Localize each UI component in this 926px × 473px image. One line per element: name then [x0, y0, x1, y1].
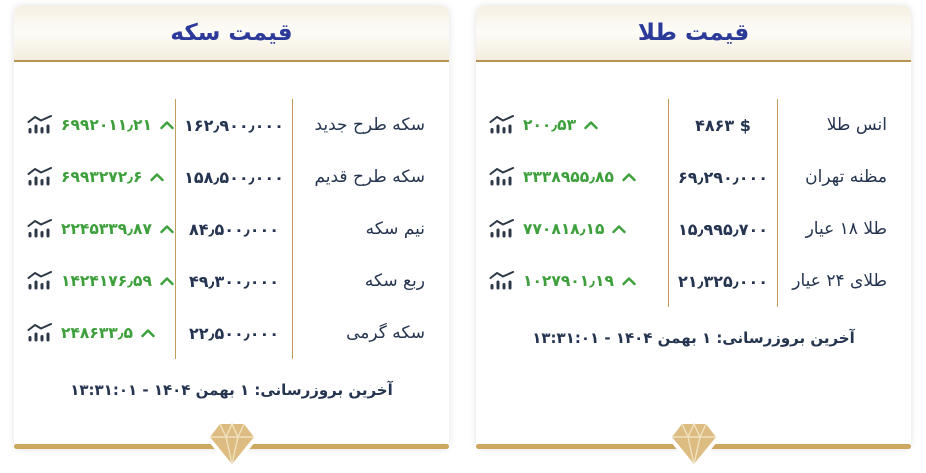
- price-row: [14, 203, 449, 255]
- change-value: ۲۴۸۶۳۳٫۵: [61, 324, 134, 342]
- last-update: آخرین بروزرسانی: ۱ بهمن ۱۴۰۴ - ۱۳:۳۱:۰۱: [70, 381, 393, 399]
- price-row-label: نیم سکه: [365, 219, 425, 239]
- price-row-value: ۸۴٫۵۰۰٫۰۰۰: [175, 203, 293, 255]
- card-header: [476, 6, 911, 62]
- card-header: [14, 6, 449, 62]
- change-value: ۶۹۹۲۰۱۱٫۲۱: [61, 116, 152, 134]
- price-row-label: ربع سکه: [364, 271, 425, 291]
- price-row-change: [14, 167, 175, 187]
- caret-up-icon: [150, 172, 164, 182]
- caret-up-icon: [141, 328, 155, 338]
- change-value: ۲۰۰٫۵۳: [523, 116, 577, 134]
- price-table: [14, 99, 449, 359]
- price-row: [14, 99, 449, 151]
- caret-up-icon: [622, 276, 636, 286]
- chart-line-icon[interactable]: [27, 271, 53, 291]
- chart-line-icon[interactable]: [489, 219, 515, 239]
- gold-price-card: [476, 6, 911, 449]
- coin-price-card: [14, 6, 449, 449]
- price-row: [476, 99, 911, 151]
- price-row-value: ۶۹٫۲۹۰٫۰۰۰: [668, 151, 778, 203]
- change-value: ۳۳۳۸۹۵۵٫۸۵: [523, 168, 614, 186]
- caret-up-icon: [160, 120, 174, 130]
- price-row-label: انس طلا: [826, 115, 887, 135]
- price-row-label: سکه طرح قدیم: [314, 167, 425, 187]
- chart-line-icon[interactable]: [27, 323, 53, 343]
- price-row-change: [14, 115, 175, 135]
- price-row-label: طلای ۲۴ عیار: [792, 271, 887, 291]
- price-row-value: ۲۱٫۳۲۵٫۰۰۰: [668, 255, 778, 307]
- price-row-label: طلا ۱۸ عیار: [805, 219, 887, 239]
- price-row-value: ۴۹٫۳۰۰٫۰۰۰: [175, 255, 293, 307]
- price-row-change: [476, 271, 668, 291]
- price-row-label: مظنه تهران: [805, 167, 887, 187]
- caret-up-icon: [160, 276, 174, 286]
- chart-line-icon[interactable]: [27, 167, 53, 187]
- price-row: [476, 203, 911, 255]
- caret-up-icon: [612, 224, 626, 234]
- price-row-change: [14, 271, 175, 291]
- change-value: ۱۴۲۴۱۷۶٫۵۹: [61, 272, 152, 290]
- price-row: [14, 307, 449, 359]
- price-row-value: ۴۸۶۳ $: [668, 99, 778, 151]
- price-row: [476, 151, 911, 203]
- price-row-value: ۱۵۸٫۵۰۰٫۰۰۰: [175, 151, 293, 203]
- change-value: ۱۰۲۷۹۰۱٫۱۹: [523, 272, 614, 290]
- change-value: ۷۷۰۸۱۸٫۱۵: [523, 220, 605, 238]
- price-row-label: سکه طرح جدید: [314, 115, 425, 135]
- chart-line-icon[interactable]: [489, 167, 515, 187]
- price-row: [14, 151, 449, 203]
- price-row-change: [476, 115, 668, 135]
- price-row-change: [476, 219, 668, 239]
- diamond-icon: [669, 418, 719, 470]
- price-row: [476, 255, 911, 307]
- price-row-value: ۱۶۲٫۹۰۰٫۰۰۰: [175, 99, 293, 151]
- diamond-icon: [207, 418, 257, 470]
- chart-line-icon[interactable]: [27, 219, 53, 239]
- chart-line-icon[interactable]: [27, 115, 53, 135]
- caret-up-icon: [160, 224, 174, 234]
- price-row-change: [14, 323, 175, 343]
- change-value: ۶۹۹۳۲۷۲٫۶: [61, 168, 143, 186]
- caret-up-icon: [622, 172, 636, 182]
- caret-up-icon: [584, 120, 598, 130]
- card-title: قیمت سکه: [170, 20, 293, 46]
- price-row-change: [476, 167, 668, 187]
- chart-line-icon[interactable]: [489, 271, 515, 291]
- price-row-value: ۱۵٫۹۹۵٫۷۰۰: [668, 203, 778, 255]
- change-value: ۲۲۴۵۳۳۹٫۸۷: [61, 220, 152, 238]
- price-row-change: [14, 219, 175, 239]
- price-row-label: سکه گرمی: [346, 323, 425, 343]
- chart-line-icon[interactable]: [489, 115, 515, 135]
- price-table: [476, 99, 911, 307]
- price-row-value: ۲۲٫۵۰۰٫۰۰۰: [175, 307, 293, 359]
- last-update: آخرین بروزرسانی: ۱ بهمن ۱۴۰۴ - ۱۳:۳۱:۰۱: [532, 329, 855, 347]
- price-row: [14, 255, 449, 307]
- card-title: قیمت طلا: [637, 20, 750, 46]
